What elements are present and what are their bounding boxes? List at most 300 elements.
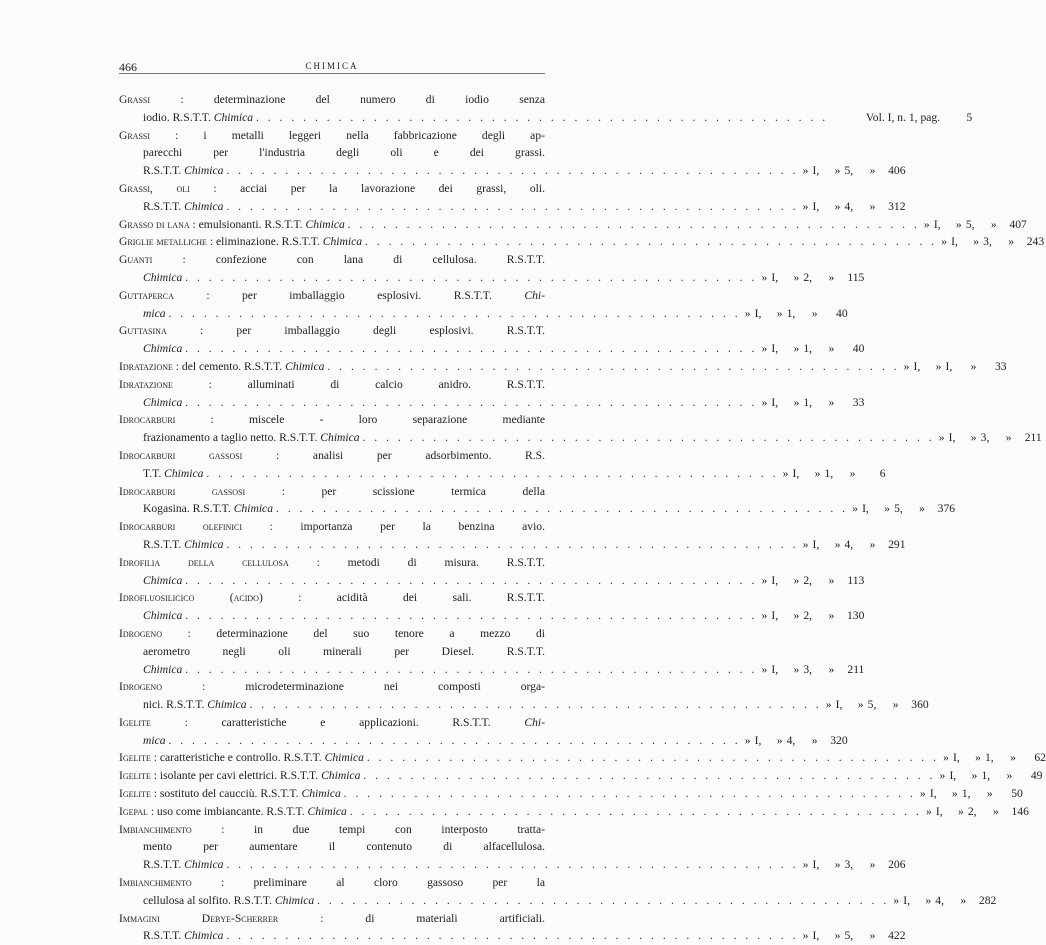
entry-heading: Imbianchimento [119,822,192,836]
entry-text: : analisi per adsorbimento. R.S. [276,448,546,462]
volume-reference [757,394,864,412]
index-entry [119,821,906,874]
journal-italic: Chimica [143,662,183,676]
entry-text: : di materiali artificiali. [320,911,545,925]
ditto-mark: » [971,769,978,783]
entry-text: : confezione con lana di cellulosa. R.S.T.T. [182,253,545,267]
journal-italic: Chimica [143,609,183,623]
ditto-mark: » [986,787,993,801]
ditto-mark: » [923,217,930,231]
entry-heading: Igepal [119,804,148,818]
volume-number: I, [771,573,779,587]
entry-reference-line [119,536,906,554]
index-entry [119,910,906,945]
index-entry [119,322,865,358]
volume-number: I, [812,537,820,551]
journal-italic: Chimica [213,110,254,124]
leader-dots: . . . . . . . . . . . . . . . . . . . . . . . . . . . . . . . . . . . . . . . . . . . . . . . . . [226,164,799,178]
ditto-mark: » [828,573,835,587]
leader-dots: . . . . . . . . . . . . . . . . . . . . . . . . . . . . . . . . . . . . . . . . . . . . . . . . . [363,769,936,783]
ditto-mark: » [793,270,800,284]
ditto-mark: » [892,698,899,712]
index-entry [119,287,848,323]
journal-italic: Chimica [143,342,183,356]
entry-text: : determinazione del numero di iodio senza [180,93,545,106]
journal-italic: Chimica [324,751,364,765]
ditto-mark: » [793,662,800,676]
ditto-mark: » [941,235,948,249]
leader-dots: . . . . . . . . . . . . . . . . . . . . . . . . . . . . . . . . . . . . . . . . . . . . . . . . . [185,342,758,356]
issue-number: 1, [803,395,813,409]
entry-text: Kogasina. R.S.T.T. [143,502,234,516]
volume-reference [935,429,1042,447]
issue-number: 1, [824,466,834,480]
entry-text-line [119,91,545,109]
ditto-mark: » [802,164,809,178]
entry-reference-line [119,500,956,518]
entry-reference-text [119,785,916,803]
entry-reference-line [119,803,1029,821]
ditto-mark: » [960,893,967,907]
ditto-mark: » [919,502,925,516]
ditto-mark: » [776,733,783,747]
ditto-mark: » [943,751,949,765]
ditto-mark: » [884,502,890,516]
entry-text: parecchi per l'industria degli oli e dei grassi. [143,146,545,160]
journal-italic: Chimica [184,929,224,943]
leader-dots: . . . . . . . . . . . . . . . . . . . . . . . . . . . . . . . . . . . . . . . . . . . . . . . . . [275,502,849,516]
leader-dots: . . . . . . . . . . . . . . . . . . . . . . . . . . . . . . . . . . . . . . . . . . . . . . . . . [185,609,758,623]
ditto-mark: » [852,502,858,516]
entry-heading: Idrogeno [119,680,162,694]
ditto-mark: » [869,164,876,178]
leader-dots: . . . . . . . . . . . . . . . . . . . . . . . . . . . . . . . . . . . . . . . . . . . . . . . . . [168,306,741,320]
ditto-mark: » [814,466,821,480]
ditto-mark: » [935,359,942,373]
ditto-mark: » [802,929,809,943]
entry-reference-text [143,162,798,180]
volume-reference [757,572,864,590]
volume-reference [741,732,848,750]
index-entry [119,127,906,180]
entry-text: : caratteristiche e controllo. R.S.T.T. [153,751,325,765]
page-ref: 146 [1011,804,1029,818]
entry-reference-line [119,305,848,323]
journal-italic: Chimica [143,270,183,284]
entry-text: : per scissione termica della [281,484,545,498]
entry-reference-text [143,661,757,679]
entry-reference-text [143,198,798,216]
entry-reference-text [143,500,848,518]
entry-text: : per imballaggio esplosivi. R.S.T.T. [206,288,492,302]
volume-reference [757,661,864,679]
entry-text-line [119,127,545,145]
entry-reference-line [119,358,1007,376]
index-entry [119,411,1042,447]
page-ref: 5 [966,110,973,124]
journal-italic-fragment: Chi- [524,715,545,729]
entry-reference-text [119,216,920,234]
journal-italic: Chimica [322,235,363,249]
entry-reference-line [119,233,1045,251]
page-ref: 376 [937,502,956,516]
entry-reference-text [143,429,935,447]
page-ref: 40 [836,306,848,320]
leader-dots: . . . . . . . . . . . . . . . . . . . . . . . . . . . . . . . . . . . . . . . . . . . . . . . . . [255,110,829,124]
entry-reference-line [119,607,865,625]
leader-dots: . . . . . . . . . . . . . . . . . . . . . . . . . . . . . . . . . . . . . . . . . . . . . . . . . [362,431,935,445]
leader-dots: . . . . . . . . . . . . . . . . . . . . . . . . . . . . . . . . . . . . . . . . . . . . . . . . . [185,662,758,676]
entry-text: R.S.T.T. [143,858,185,872]
ditto-mark: » [925,804,932,818]
issue-number: 2, [803,609,813,623]
ditto-mark: » [802,199,809,213]
journal-italic: Chimica [233,502,273,516]
volume-number: I, [812,164,820,178]
page-ref: 33 [994,359,1007,373]
entry-heading: Idrofluosilicico (acido) [119,591,263,605]
entry-heading: Guttasina [119,324,167,338]
ditto-mark: » [811,306,818,320]
volume-number: I, [812,858,820,872]
entry-text: : acidità dei sali. R.S.T.T. [298,591,545,605]
entry-heading: Igelite [119,715,151,729]
entry-heading: Idrocarburi gassosi [119,448,243,462]
ditto-mark: » [802,537,809,551]
ditto-mark: » [744,733,751,747]
volume-reference [798,536,905,554]
volume-number: I, [835,698,843,712]
leader-dots: . . . . . . . . . . . . . . . . . . . . . . . . . . . . . . . . . . . . . . . . . . . . . . . . . [185,395,758,409]
entry-reference-text [143,927,798,945]
entry-text: : determinazione del suo tenore a mezzo di [187,626,545,640]
volume-number: I, [929,787,937,801]
ditto-mark: » [938,431,945,445]
entry-text: : alluminati di calcio anidro. R.S.T.T. [208,377,545,391]
entry-text: R.S.T.T. [143,199,185,213]
entry-reference-text [119,803,922,821]
volume-number: I, [771,662,779,676]
volume-reference [757,340,864,358]
index-entry [119,447,886,483]
ditto-mark: » [834,164,841,178]
journal-italic: Chimica [321,769,361,783]
entry-text: R.S.T.T. [143,537,185,551]
journal-italic: Chimica [305,217,345,231]
volume-reference [828,109,972,127]
ditto-mark: » [973,235,980,249]
entry-heading: Griglie metalliche [119,235,207,249]
entry-text-line [119,821,545,839]
issue-number: 4, [844,199,854,213]
entry-text-line [119,144,545,162]
entry-heading: Igelite [119,751,151,765]
ditto-mark: » [802,858,809,872]
entry-text: T.T. [143,466,165,480]
volume-reference [889,892,996,910]
ditto-mark: » [793,342,800,356]
issue-number: 1, [981,769,991,783]
ditto-mark: » [893,893,900,907]
ditto-mark: » [903,359,910,373]
issue-number: 2, [803,573,813,587]
entry-reference-line [119,696,929,714]
volume-reference [757,269,864,287]
page-ref: 6 [879,466,886,480]
entry-heading: Guanti [119,253,153,267]
journal-italic: Chimica [164,466,204,480]
entry-text-line [119,910,545,928]
journal-italic: Chimica [274,893,315,907]
volume-reference [757,607,864,625]
volume-reference [798,198,905,216]
entry-heading: Grassi [119,128,151,142]
entry-text-line [119,447,545,465]
journal-italic: mica [143,306,166,320]
entry-text: : i metalli leggeri nella fabbricazione degli ap- [175,128,545,142]
volume-number: I, [948,431,956,445]
index-entry [119,483,956,519]
entry-text: iodio. R.S.T.T. [143,110,214,124]
ditto-mark: » [869,858,876,872]
index-entry [119,767,1043,785]
volume-number: I, [935,804,943,818]
entry-text-line [119,625,545,643]
entry-text-line [119,180,545,198]
index-entry [119,251,865,287]
ditto-mark: » [970,359,977,373]
page-ref: 312 [888,199,906,213]
volume-number: I, [812,929,820,943]
index-entry [119,678,929,714]
ditto-mark: » [761,270,768,284]
volume-number: I, [771,342,779,356]
page-ref: 206 [888,858,906,872]
entry-heading: Igelite [119,787,151,801]
page-ref: 422 [888,929,906,943]
page-ref: 33 [852,395,865,409]
ditto-mark: » [828,662,835,676]
entry-heading: Igelite [119,769,151,783]
volume-reference [920,216,1027,234]
index-entry [119,358,1007,376]
entry-reference-line [119,465,886,483]
entry-reference-line [119,269,865,287]
index-entry [119,554,865,590]
leader-dots: . . . . . . . . . . . . . . . . . . . . . . . . . . . . . . . . . . . . . . . . . . . . . . . . . [226,858,799,872]
journal-italic: Chimica [301,787,341,801]
issue-number: 1, [961,787,971,801]
ditto-mark: » [793,573,800,587]
entry-text-line [119,874,545,892]
entry-reference-line [119,661,865,679]
ditto-mark: » [761,395,768,409]
entry-reference-text [143,465,779,483]
page-ref: 407 [1009,217,1027,231]
page-ref: 282 [978,893,997,907]
ditto-mark: » [1006,769,1013,783]
ditto-mark: » [744,306,751,320]
leader-dots: . . . . . . . . . . . . . . . . . . . . . . . . . . . . . . . . . . . . . . . . . . . . . . . . . [185,270,758,284]
volume-number: I, [949,769,957,783]
ditto-mark: » [955,217,962,231]
entry-heading: Immagini Debye-Scherrer [119,911,279,925]
entry-text: : importanza per la benzina avio. [269,520,545,534]
page-ref: 360 [911,698,929,712]
ditto-mark: » [828,270,835,284]
leader-dots: . . . . . . . . . . . . . . . . . . . . . . . . . . . . . . . . . . . . . . . . . . . . . . . . . [343,787,916,801]
index-entry [119,625,865,678]
page-ref: 62 [1034,751,1046,765]
entry-reference-text [119,233,937,251]
entry-text: : uso come imbiancante. R.S.T.T. [150,804,308,818]
volume-number: I, [812,199,820,213]
page-ref: 243 [1026,235,1045,249]
leader-dots: . . . . . . . . . . . . . . . . . . . . . . . . . . . . . . . . . . . . . . . . . . . . . . . . . [317,893,890,907]
running-title: CHIMICA [305,61,359,71]
volume-reference [798,856,905,874]
entry-text: R.S.T.T. [143,164,185,178]
page-ref: 115 [847,270,865,284]
issue-number: 5, [965,217,975,231]
entry-text-line [119,678,545,696]
header-rule [119,73,545,74]
volume-reference [779,465,886,483]
entry-reference-line [119,216,1027,234]
page-ref: 130 [846,609,865,623]
entry-reference-line [119,198,906,216]
entry-reference-text [143,340,757,358]
entry-text-line [119,714,545,732]
issue-number: 5, [844,164,854,178]
entry-text-line [119,322,545,340]
volume-label: Vol. I, n. 1, pag. [865,110,941,124]
entry-heading: Grasso di lana [119,217,190,231]
entry-reference-text [143,536,798,554]
issue-number: 4, [844,537,854,551]
ditto-mark: » [925,893,932,907]
volume-reference [741,305,848,323]
ditto-mark: » [811,733,818,747]
ditto-mark: » [761,662,768,676]
leader-dots: . . . . . . . . . . . . . . . . . . . . . . . . . . . . . . . . . . . . . . . . . . . . . . . . . [185,573,758,587]
journal-italic: Chimica [184,199,224,213]
entry-heading: Idrocarburi olefinici [119,520,243,534]
issue-number: 3, [803,662,813,676]
index-entry [119,803,1029,821]
volume-reference [798,927,905,945]
issue-number: 1, [786,306,796,320]
entry-text: : miscele - loro separazione mediante [210,413,545,427]
ditto-mark: » [834,537,841,551]
leader-dots: . . . . . . . . . . . . . . . . . . . . . . . . . . . . . . . . . . . . . . . . . . . . . . . . . [226,929,799,943]
entry-text-line [119,838,545,856]
issue-number: 5, [867,698,877,712]
volume-reference [935,767,1042,785]
entry-text: : metodi di misura. R.S.T.T. [316,555,546,569]
entry-text-line [119,589,545,607]
entry-text: : caratteristiche e applicazioni. R.S.T.T. [184,715,491,729]
leader-dots: . . . . . . . . . . . . . . . . . . . . . . . . . . . . . . . . . . . . . . . . . . . . . . . . . [364,235,938,249]
ditto-mark: » [828,395,835,409]
entry-heading: Grassi [119,93,151,106]
volume-number: I, [754,733,762,747]
index-entry [119,91,973,127]
entry-text-line [119,287,545,305]
index-entries [119,91,1046,945]
journal-italic: Chimica [207,698,247,712]
entry-text: : sostituto del caucciù. R.S.T.T. [153,787,302,801]
entry-text: : preliminare al cloro gassoso per la [220,876,545,890]
ditto-mark: » [869,929,876,943]
volume-number: I, [951,235,958,249]
page-ref: 50 [1011,787,1023,801]
volume-number: I, [913,359,921,373]
volume-number: I, [771,270,779,284]
entry-reference-text [143,732,741,750]
entry-reference-text [143,607,757,625]
journal-italic: Chimica [285,359,325,373]
issue-number: 2, [967,804,977,818]
issue-number: 2, [803,270,813,284]
index-entry [119,216,1027,234]
entry-text: : per imballaggio degli esplosivi. R.S.T.T. [199,324,546,338]
leader-dots: . . . . . . . . . . . . . . . . . . . . . . . . . . . . . . . . . . . . . . . . . . . . . . . . . [327,359,900,373]
index-entry [119,714,848,750]
entry-reference-line [119,749,1046,767]
entry-reference-line [119,162,906,180]
volume-reference [939,749,1046,767]
index-entry [119,518,906,554]
volume-number: I, [771,395,779,409]
ditto-mark: » [793,395,800,409]
page-number: 466 [119,60,137,74]
leader-dots: . . . . . . . . . . . . . . . . . . . . . . . . . . . . . . . . . . . . . . . . . . . . . . . . . [347,217,920,231]
entry-reference-text [119,767,935,785]
entry-text: : emulsionanti. R.S.T.T. [192,217,306,231]
entry-heading: Idratazione [119,377,173,391]
issue-number: 3, [983,235,992,249]
volume-reference [798,162,905,180]
ditto-mark: » [975,751,981,765]
ditto-mark: » [869,199,876,213]
entry-heading: Guttaperca [119,288,174,302]
entry-text: aerometro negli oli minerali per Diesel. R.S.T.T. [143,644,545,658]
entry-heading: Idrocarburi gassosi [119,484,246,498]
index-entry [119,233,1045,251]
ditto-mark: » [957,804,964,818]
issue-number: I, [945,359,953,373]
entry-reference-line [119,109,973,127]
issue-number: 3, [980,431,990,445]
entry-reference-line [119,767,1043,785]
page-ref: 211 [1024,431,1042,445]
page-ref: 113 [847,573,865,587]
ditto-mark: » [1010,751,1016,765]
entry-reference-line [119,340,865,358]
ditto-mark: » [951,787,958,801]
journal-italic: Chimica [184,537,224,551]
entry-heading: Idratazione [119,359,173,373]
entry-reference-text [143,856,798,874]
leader-dots: . . . . . . . . . . . . . . . . . . . . . . . . . . . . . . . . . . . . . . . . . . . . . . . . . [226,537,799,551]
entry-text: frazionamento a taglio netto. R.S.T.T. [143,431,321,445]
ditto-mark: » [939,769,946,783]
entry-reference-text [143,696,822,714]
entry-reference-text [119,358,900,376]
ditto-mark: » [828,342,835,356]
entry-text-line [119,518,545,536]
